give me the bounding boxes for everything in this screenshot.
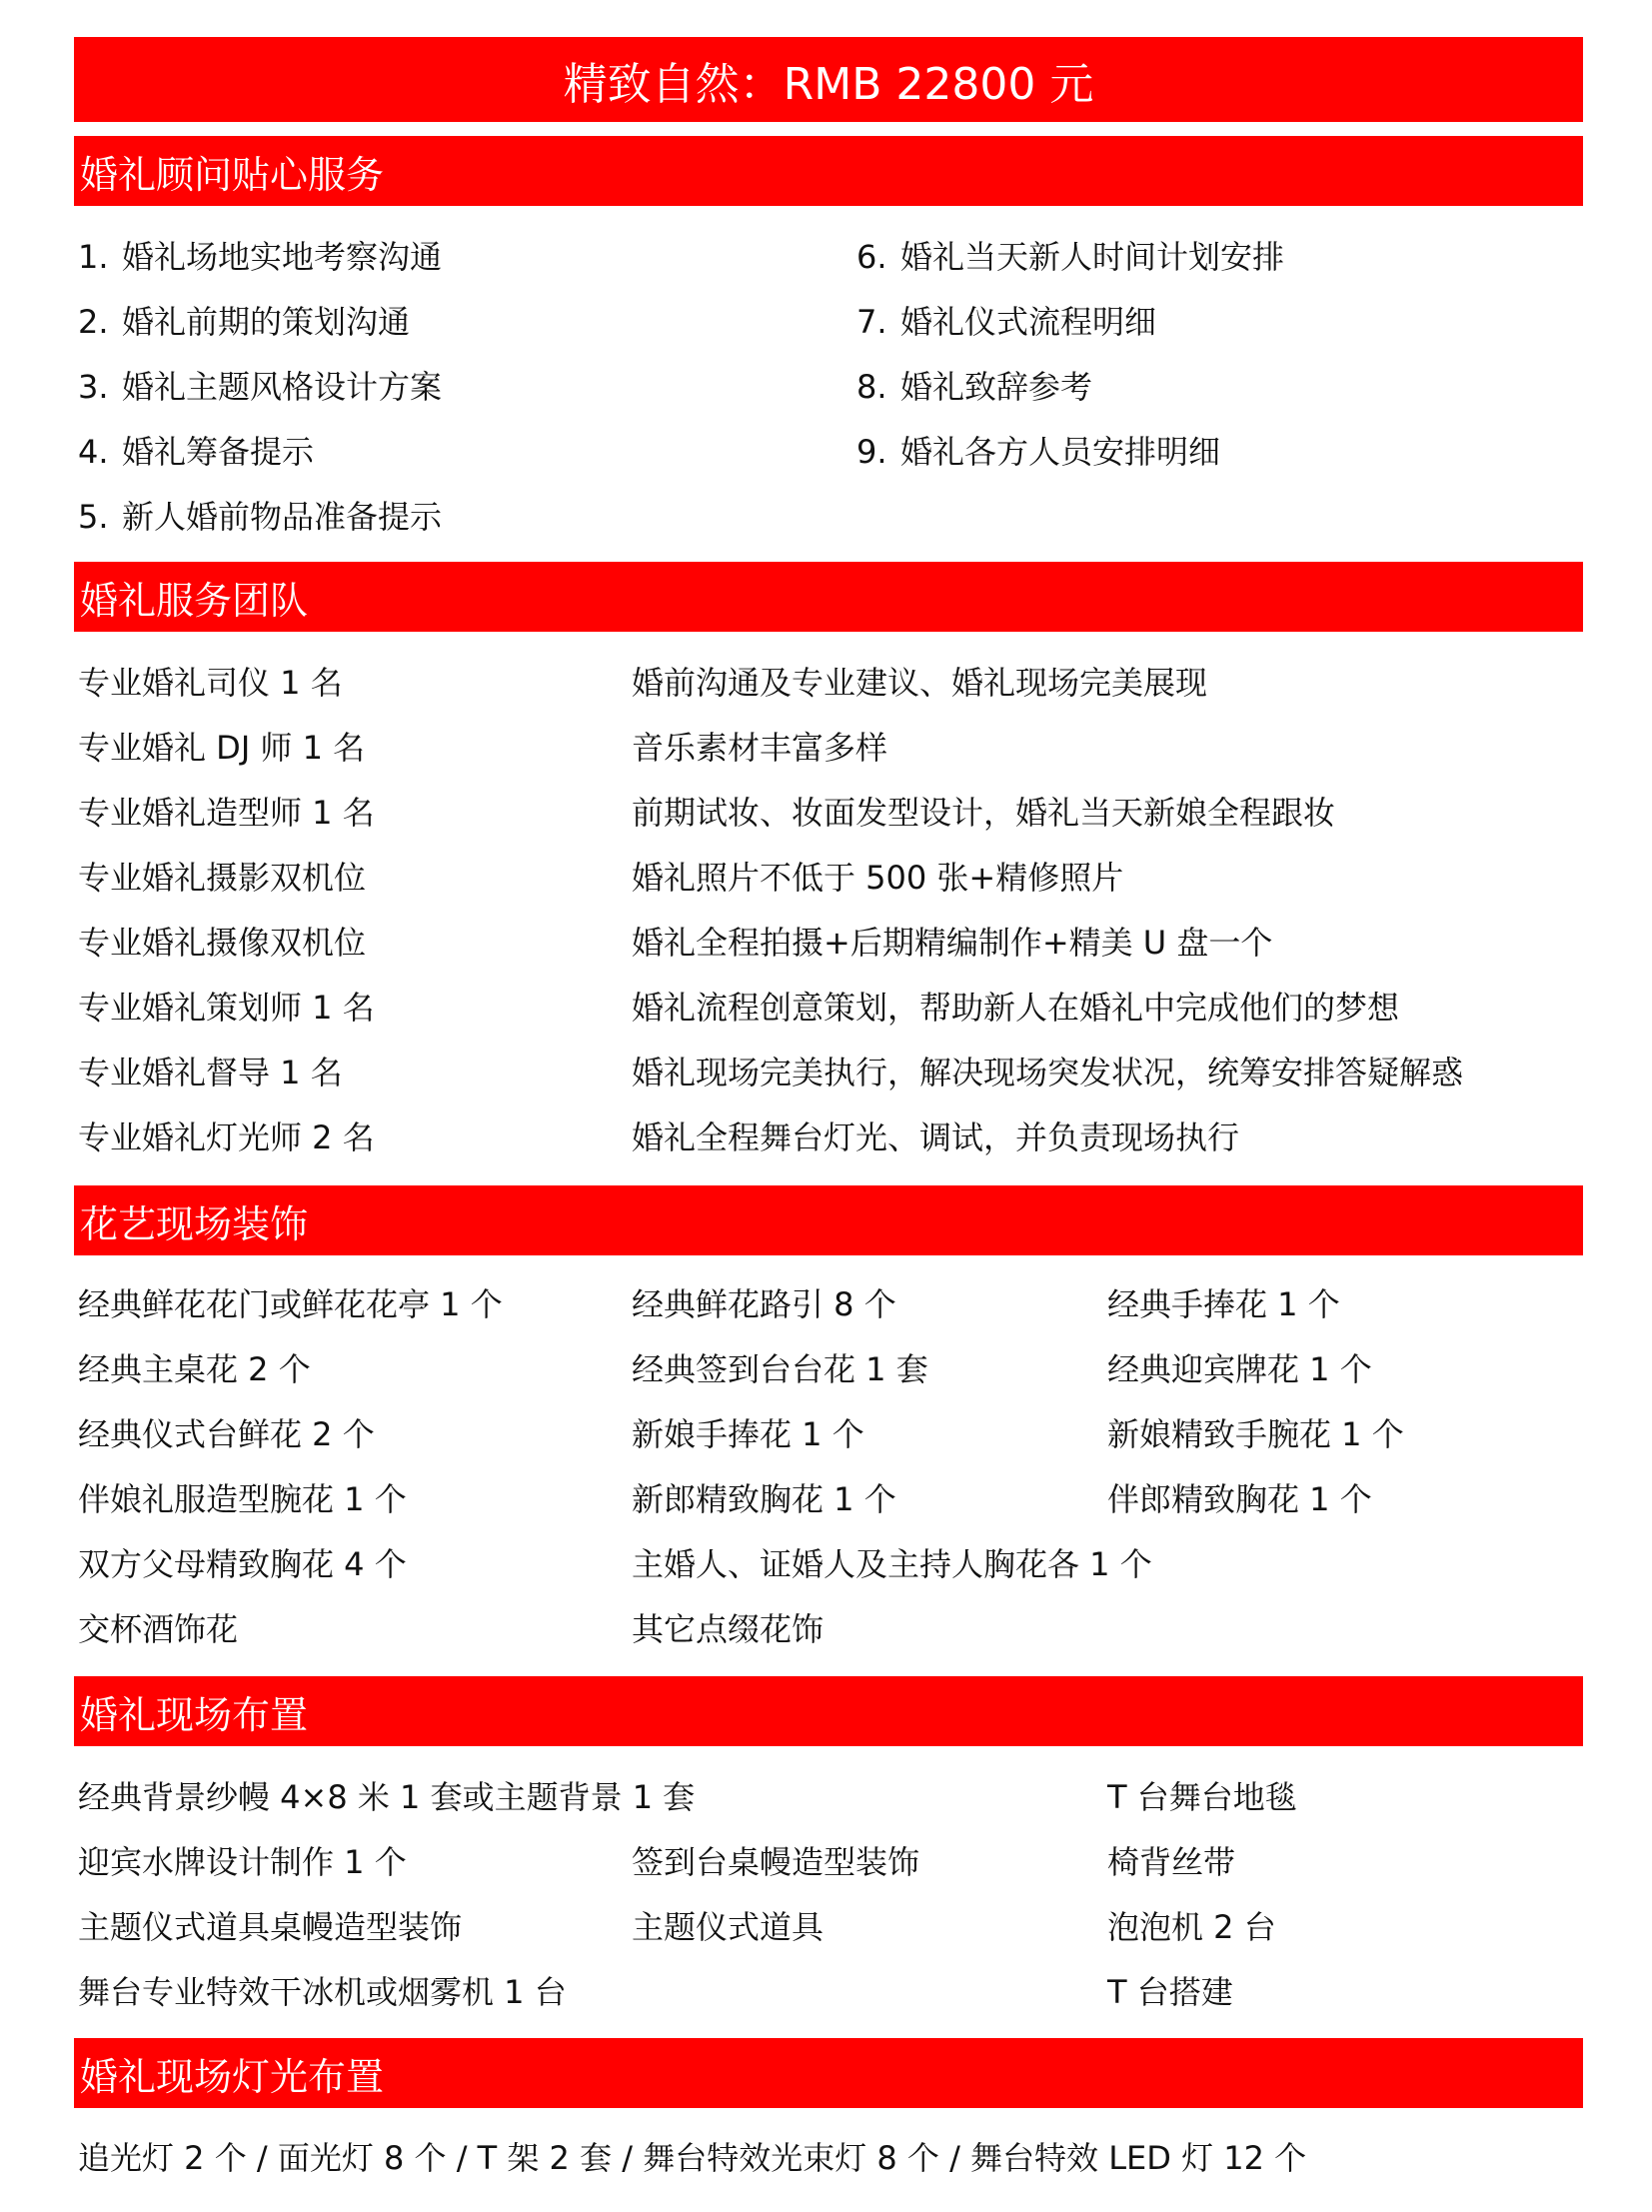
- list-item: 8. 婚礼致辞参考: [856, 368, 1093, 406]
- team-role-desc: 音乐素材丰富多样: [632, 729, 888, 767]
- floral-item: 伴郎精致胸花 1 个: [1107, 1480, 1372, 1518]
- floral-item: 伴娘礼服造型腕花 1 个: [78, 1480, 407, 1518]
- section-header-consultant-service: 婚礼顾问贴心服务: [74, 136, 1583, 206]
- list-item: 9. 婚礼各方人员安排明细: [856, 433, 1221, 471]
- team-role-desc: 婚前沟通及专业建议、婚礼现场完美展现: [632, 664, 1208, 702]
- floral-item: 双方父母精致胸花 4 个: [78, 1545, 407, 1583]
- floral-item: 经典鲜花花门或鲜花花亭 1 个: [78, 1285, 503, 1323]
- section-header-floral-decoration: 花艺现场装饰: [74, 1185, 1583, 1255]
- venue-item: 主题仪式道具: [632, 1908, 825, 1946]
- team-role-desc: 婚礼全程拍摄+后期精编制作+精美 U 盘一个: [632, 924, 1273, 962]
- section-header-venue-setup: 婚礼现场布置: [74, 1676, 1583, 1746]
- list-item: 1. 婚礼场地实地考察沟通: [78, 238, 443, 276]
- floral-item: 经典主桌花 2 个: [78, 1350, 311, 1388]
- team-role-desc: 婚礼照片不低于 500 张+精修照片: [632, 859, 1124, 897]
- floral-item: 新娘手捧花 1 个: [632, 1415, 864, 1453]
- price-title: 精致自然：RMB 22800 元: [563, 58, 1094, 110]
- list-item: 4. 婚礼筹备提示: [78, 433, 315, 471]
- venue-item: 签到台桌幔造型装饰: [632, 1843, 920, 1881]
- floral-item: 经典签到台台花 1 套: [632, 1350, 928, 1388]
- list-item: 7. 婚礼仪式流程明细: [856, 303, 1157, 341]
- team-role: 专业婚礼摄像双机位: [78, 924, 367, 962]
- floral-item: 经典迎宾牌花 1 个: [1107, 1350, 1372, 1388]
- floral-item: 主婚人、证婚人及主持人胸花各 1 个: [632, 1545, 1152, 1583]
- list-item: 5. 新人婚前物品准备提示: [78, 498, 443, 536]
- team-role: 专业婚礼司仪 1 名: [78, 664, 343, 702]
- team-role: 专业婚礼督导 1 名: [78, 1054, 343, 1092]
- list-item: 2. 婚礼前期的策划沟通: [78, 303, 411, 341]
- floral-item: 新娘精致手腕花 1 个: [1107, 1415, 1404, 1453]
- venue-item: T 台舞台地毯: [1107, 1778, 1297, 1816]
- team-role-desc: 前期试妆、妆面发型设计，婚礼当天新娘全程跟妆: [632, 794, 1336, 832]
- price-title-banner: [74, 37, 1583, 122]
- floral-item: 交杯酒饰花: [78, 1610, 239, 1648]
- lighting-equipment-list: 追光灯 2 个 / 面光灯 8 个 / T 架 2 套 / 舞台特效光束灯 8 个 / 舞台特效 LED 灯 12 个: [78, 2139, 1307, 2177]
- venue-item: 泡泡机 2 台: [1107, 1908, 1276, 1946]
- team-role-desc: 婚礼流程创意策划，帮助新人在婚礼中完成他们的梦想: [632, 989, 1400, 1027]
- team-role-desc: 婚礼全程舞台灯光、调试，并负责现场执行: [632, 1118, 1240, 1156]
- team-role: 专业婚礼 DJ 师 1 名: [78, 729, 366, 767]
- section-header-service-team: 婚礼服务团队: [74, 562, 1583, 632]
- section-header-lighting-setup: 婚礼现场灯光布置: [74, 2038, 1583, 2108]
- list-item: 6. 婚礼当天新人时间计划安排: [856, 238, 1285, 276]
- team-role: 专业婚礼摄影双机位: [78, 859, 367, 897]
- floral-item: 经典鲜花路引 8 个: [632, 1285, 896, 1323]
- venue-item: 经典背景纱幔 4×8 米 1 套或主题背景 1 套: [78, 1778, 696, 1816]
- venue-item: 舞台专业特效干冰机或烟雾机 1 台: [78, 1973, 567, 2011]
- team-role-desc: 婚礼现场完美执行，解决现场突发状况，统筹安排答疑解惑: [632, 1054, 1464, 1092]
- floral-item: 新郎精致胸花 1 个: [632, 1480, 896, 1518]
- venue-item: 椅背丝带: [1107, 1843, 1236, 1881]
- venue-item: T 台搭建: [1107, 1973, 1233, 2011]
- venue-item: 迎宾水牌设计制作 1 个: [78, 1843, 407, 1881]
- floral-item: 经典仪式台鲜花 2 个: [78, 1415, 375, 1453]
- team-role: 专业婚礼造型师 1 名: [78, 794, 375, 832]
- floral-item: 其它点缀花饰: [632, 1610, 825, 1648]
- team-role: 专业婚礼灯光师 2 名: [78, 1118, 375, 1156]
- team-role: 专业婚礼策划师 1 名: [78, 989, 375, 1027]
- venue-item: 主题仪式道具桌幔造型装饰: [78, 1908, 463, 1946]
- floral-item: 经典手捧花 1 个: [1107, 1285, 1340, 1323]
- list-item: 3. 婚礼主题风格设计方案: [78, 368, 443, 406]
